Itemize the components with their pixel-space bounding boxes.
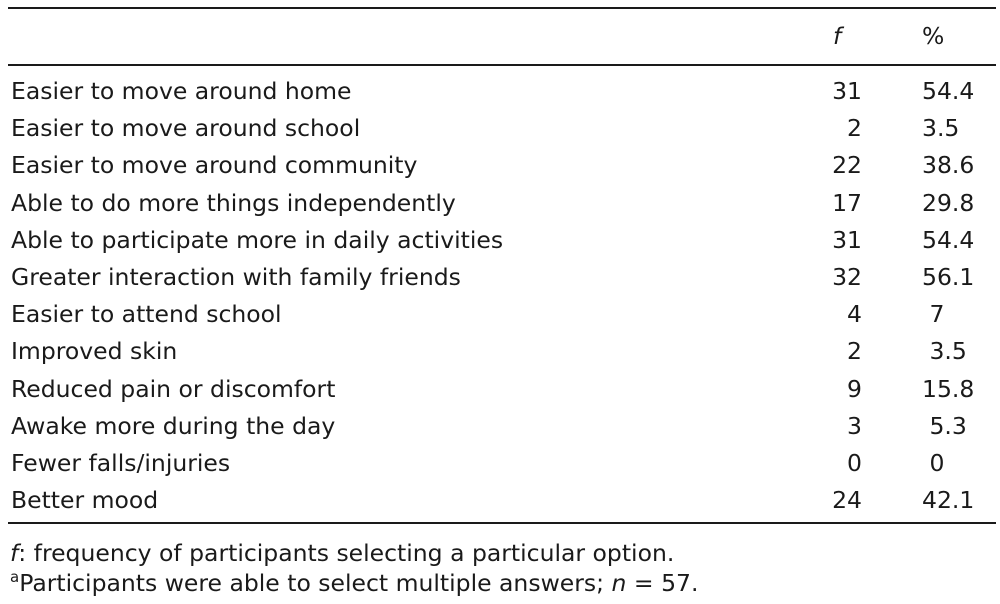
- row-label: Fewer falls/injuries: [11, 448, 231, 477]
- table-row: [0, 185, 1000, 222]
- footnote-n-symbol: n: [611, 569, 627, 597]
- row-percent: 54.4: [922, 77, 975, 105]
- row-percent: 54.4: [922, 225, 975, 254]
- column-header-frequency: f: [833, 22, 842, 50]
- row-frequency: 22: [832, 151, 862, 180]
- row-frequency: 9: [847, 374, 862, 403]
- row-frequency: 0: [847, 448, 862, 477]
- footnote-a-marker: a: [10, 568, 20, 586]
- footnote-frequency: [10, 538, 698, 568]
- row-label: Better mood: [11, 486, 159, 515]
- footnote-multiple-answers: [10, 568, 698, 598]
- footnote-f-text: : frequency of participants selecting a particular option.: [18, 539, 675, 567]
- row-percent: 7: [922, 300, 945, 329]
- footnote-a-text: Participants were able to select multiple answers;: [19, 569, 612, 597]
- table-row: [0, 296, 1000, 333]
- row-frequency: 32: [832, 262, 862, 291]
- table-row: [0, 222, 1000, 259]
- row-frequency: 31: [832, 225, 862, 254]
- row-label: Able to participate more in daily activities: [11, 225, 504, 254]
- row-label: Greater interaction with family friends: [11, 262, 461, 291]
- table-header: [0, 22, 1000, 52]
- row-frequency: 17: [832, 188, 862, 217]
- row-frequency: 2: [847, 337, 862, 366]
- table-footnotes: [10, 538, 698, 598]
- row-percent: 38.6: [922, 151, 975, 180]
- table-row: [0, 110, 1000, 147]
- row-frequency: 31: [832, 77, 862, 105]
- row-label: Easier to attend school: [11, 300, 282, 329]
- table-row: [0, 408, 1000, 445]
- table-row: [0, 371, 1000, 408]
- table-top-rule: [8, 7, 996, 9]
- row-label: Improved skin: [11, 337, 178, 366]
- row-percent: 0: [922, 448, 945, 477]
- row-percent: 42.1: [922, 486, 975, 515]
- row-frequency: 3: [847, 411, 862, 440]
- row-percent: 56.1: [922, 262, 975, 291]
- row-label: Easier to move around home: [11, 77, 352, 105]
- table-bottom-rule: [8, 522, 996, 524]
- column-header-percent: %: [922, 22, 945, 50]
- table-row: [0, 482, 1000, 519]
- table-header-rule: [8, 64, 996, 66]
- row-label: Able to do more things independently: [11, 188, 456, 217]
- row-frequency: 24: [832, 486, 862, 515]
- footnote-f-symbol: f: [10, 539, 19, 567]
- table-row: [0, 259, 1000, 296]
- footnote-n-value: = 57.: [626, 569, 699, 597]
- table-row: [0, 333, 1000, 370]
- row-percent: 29.8: [922, 188, 975, 217]
- row-percent: 5.3: [922, 411, 967, 440]
- table-row: [0, 445, 1000, 482]
- row-frequency: 4: [847, 300, 862, 329]
- table-row: [0, 73, 1000, 110]
- table-row: [0, 147, 1000, 184]
- row-label: Easier to move around school: [11, 114, 361, 143]
- row-frequency: 2: [847, 114, 862, 143]
- row-percent: 3.5: [922, 114, 960, 143]
- row-label: Reduced pain or discomfort: [11, 374, 336, 403]
- row-label: Easier to move around community: [11, 151, 418, 180]
- row-percent: 15.8: [922, 374, 975, 403]
- row-percent: 3.5: [922, 337, 967, 366]
- table-body: [0, 73, 1000, 519]
- row-label: Awake more during the day: [11, 411, 336, 440]
